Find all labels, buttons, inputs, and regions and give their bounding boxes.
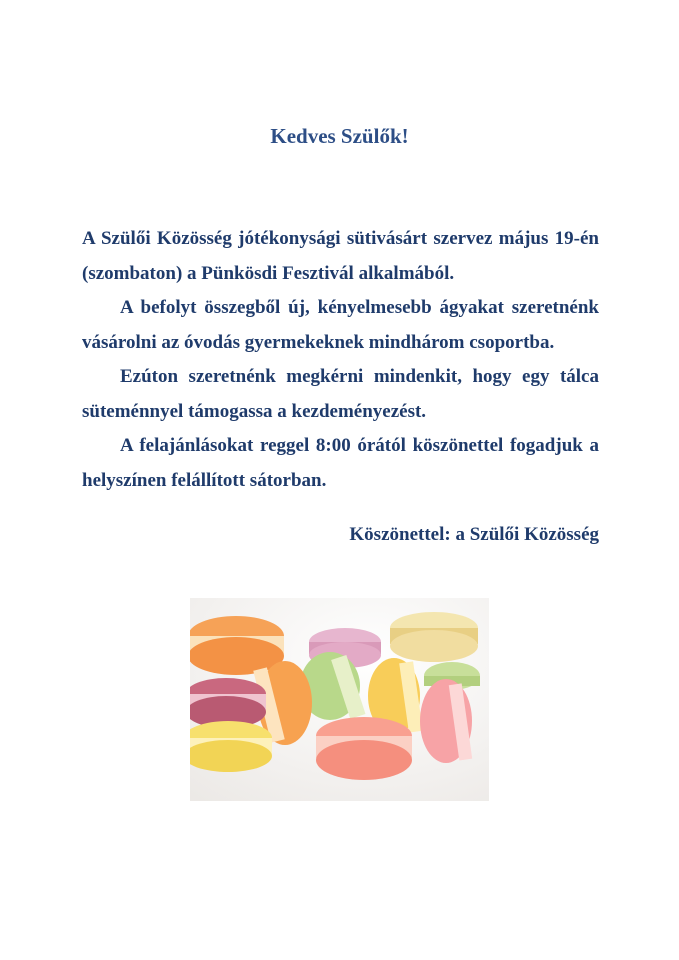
macarons-illustration [190, 598, 489, 801]
macaron-magenta-left [190, 678, 266, 728]
macaron-pink-right [420, 679, 472, 763]
macaron-yellow-front [190, 721, 272, 772]
signature: Köszönettel: a Szülői Közösség [349, 524, 599, 545]
macaron-pink-front [316, 717, 412, 780]
paragraph-2: A befolyt összegből új, kényelmesebb ágyakat szeretnénk vásárolni az óvodás gyermekeknek mindhárom csoportba. [82, 297, 599, 353]
macarons-photo [190, 598, 489, 801]
paragraph-3: Ezúton szeretnénk megkérni mindenkit, hogy egy tálca süteménnyel támogassa a kezdeményezést. [82, 366, 599, 422]
macaron-cream-back [390, 612, 478, 662]
letter-body [82, 222, 599, 498]
macaron-orange-top-left [190, 616, 284, 675]
paragraph-4: A felajánlásokat reggel 8:00 órától köszönettel fogadjuk a helyszínen felállított sátorban. [82, 435, 599, 491]
page-title: Kedves Szülők! [270, 124, 409, 148]
paragraph-1: A Szülői Közösség jótékonysági sütivásárt szervez május 19-én (szombaton) a Pünkösdi Fesztivál alkalmából. [82, 228, 599, 284]
